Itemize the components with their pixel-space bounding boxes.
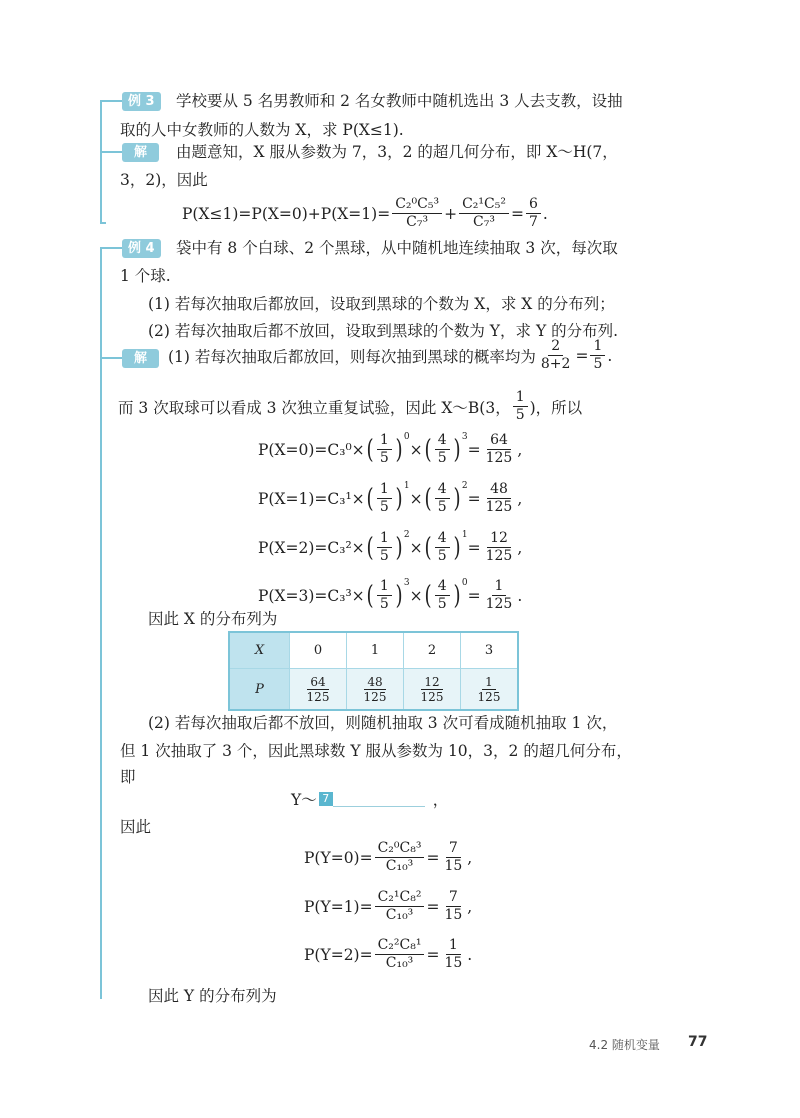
denominator: 15: [444, 955, 463, 971]
fraction: [483, 432, 516, 467]
example3-rail: [100, 100, 102, 224]
left-paren: (: [366, 434, 374, 465]
part2-line1: (2) 若每次抽取后都不放回，则随机抽取 3 次可看成随机抽取 1 次，: [148, 714, 618, 732]
table-head-x: X: [229, 632, 290, 669]
example3-line2: 取的人中女教师的人数为 X，求 P(X≤1).: [120, 121, 404, 139]
formula-lhs: P(X=3)=C₃³×: [258, 586, 365, 605]
right-paren: ): [453, 483, 461, 514]
fraction: [375, 889, 425, 924]
power-term: [423, 481, 468, 516]
formula-lhs: P(X=1)=C₃¹×: [258, 489, 365, 508]
numerator: C₂¹C₈²: [375, 889, 425, 907]
numerator: 12: [421, 675, 442, 690]
equals-sign: =: [510, 204, 524, 223]
px-formula: [258, 481, 522, 516]
part2-line2: 但 1 次抽取了 3 个，因此黑球数 Y 服从参数为 10，3，2 的超几何分布，: [120, 742, 632, 760]
fraction: [361, 675, 390, 704]
denominator: 7: [528, 214, 538, 230]
fraction: [377, 432, 392, 467]
example4-tag: 例 4: [122, 239, 161, 258]
left-paren: (: [424, 532, 432, 563]
numerator: C₂⁰C₅³: [392, 196, 442, 214]
fraction: [526, 196, 541, 231]
equals-sign: =: [467, 440, 481, 459]
dist-x-intro: 因此 X 的分布列为: [148, 610, 278, 628]
right-paren: ): [453, 580, 461, 611]
right-paren: ): [395, 532, 403, 563]
power-term: [423, 530, 468, 565]
table-cell: [404, 669, 461, 711]
fraction: [418, 675, 447, 704]
denominator: 125: [485, 548, 513, 564]
denominator: 125: [477, 689, 501, 704]
y-dist-end: ，: [432, 791, 449, 809]
table-cell: [290, 669, 347, 711]
equals-sign: =: [467, 586, 481, 605]
left-paren: (: [424, 580, 432, 611]
numerator: 1: [492, 578, 507, 596]
numerator: 6: [526, 196, 541, 214]
numerator: 2: [548, 338, 563, 356]
denominator: 5: [437, 499, 447, 515]
example3-solution-tag: 解: [122, 143, 159, 162]
fraction: [392, 196, 442, 231]
fraction: [441, 889, 465, 924]
exponent: 0: [403, 432, 410, 442]
punctuation: ,: [517, 489, 523, 508]
denominator: 5: [379, 548, 389, 564]
fraction: [459, 196, 509, 231]
punctuation: .: [517, 586, 523, 605]
denominator: 5: [437, 596, 447, 612]
numerator: C₂⁰C₈³: [375, 840, 425, 858]
fraction: [483, 481, 516, 516]
section-label: 4.2 随机变量: [589, 1038, 660, 1052]
page-number: 77: [688, 1034, 708, 1050]
table-row: [229, 669, 518, 711]
example3-sol-line2: 3，2)，因此: [120, 171, 208, 189]
numerator: 48: [364, 675, 385, 690]
table-cell: 3: [461, 632, 519, 669]
distribution-table-x: [228, 631, 519, 711]
power-term: [365, 530, 410, 565]
power-term: [423, 432, 468, 467]
denominator: C₁₀³: [385, 955, 414, 971]
example4-rail: [100, 247, 102, 999]
times-sign: ×: [409, 538, 423, 557]
exponent: 2: [403, 530, 410, 540]
numerator: 1: [377, 481, 392, 499]
table-row: [229, 632, 518, 669]
table-cell: [347, 669, 404, 711]
example4-line2: 1 个球.: [120, 267, 171, 285]
denominator: 5: [379, 499, 389, 515]
exponent: 3: [461, 432, 468, 442]
power-term: [365, 432, 410, 467]
formula-lhs: P(Y=2)=: [304, 945, 373, 964]
times-sign: ×: [409, 586, 423, 605]
denominator: C₇³: [473, 214, 495, 230]
left-paren: (: [366, 532, 374, 563]
numerator: 64: [307, 675, 328, 690]
table-head-p: P: [229, 669, 290, 711]
equals-sign: =: [467, 538, 481, 557]
sol2-tail: )，所以: [529, 398, 583, 417]
exponent: 0: [461, 578, 468, 588]
left-paren: (: [366, 483, 374, 514]
therefore-text: 因此: [120, 818, 152, 836]
equals-sign: =: [426, 945, 440, 964]
fraction: [513, 389, 528, 424]
formula-lhs: P(Y=1)=: [304, 897, 373, 916]
example4-sol-line2: [118, 389, 582, 424]
left-paren: (: [424, 434, 432, 465]
px-formula: [258, 578, 522, 613]
denominator: 15: [444, 858, 463, 874]
denominator: 5: [437, 548, 447, 564]
denominator: 5: [593, 356, 603, 372]
fill-in-blank[interactable]: [333, 792, 425, 807]
example4-sol-line1: [168, 338, 612, 373]
numerator: 1: [377, 578, 392, 596]
denominator: 125: [306, 689, 330, 704]
fraction: [304, 675, 333, 704]
denominator: 125: [420, 689, 444, 704]
punctuation: ,: [517, 538, 523, 557]
numerator: 64: [487, 432, 511, 450]
fraction: [377, 481, 392, 516]
blank-number-badge: 7: [319, 792, 333, 806]
sol1-text: (1) 若每次抽取后都放回，则每次抽到黑球的概率均为: [168, 347, 536, 366]
numerator: C₂¹C₅²: [459, 196, 509, 214]
punctuation: ,: [517, 440, 523, 459]
fraction: [483, 530, 516, 565]
fraction: [435, 432, 450, 467]
punctuation: .: [467, 945, 473, 964]
example3-line1: 学校要从 5 名男教师和 2 名女教师中随机选出 3 人去支教，设抽: [176, 92, 623, 110]
fraction: [377, 578, 392, 613]
fraction: [435, 578, 450, 613]
denominator: 5: [379, 450, 389, 466]
punctuation: ,: [467, 848, 473, 867]
exponent: 1: [403, 481, 410, 491]
numerator: 4: [435, 481, 450, 499]
right-paren: ): [395, 483, 403, 514]
denominator: 8+2: [540, 356, 571, 372]
numerator: 1: [513, 389, 528, 407]
part2-line3: 即: [120, 768, 136, 786]
formula-lhs: P(X≤1)=P(X=0)+P(X=1)=: [182, 204, 391, 223]
punctuation: ,: [467, 897, 473, 916]
table-cell: 2: [404, 632, 461, 669]
equals-sign: =: [575, 346, 589, 365]
py-formula: [304, 840, 472, 875]
fraction: [377, 530, 392, 565]
table-cell: [461, 669, 519, 711]
numerator: C₂²C₈¹: [375, 937, 425, 955]
exponent: 3: [403, 578, 410, 588]
times-sign: ×: [409, 489, 423, 508]
fraction: [475, 675, 504, 704]
denominator: 15: [444, 907, 463, 923]
fraction: [441, 840, 465, 875]
equals-sign: =: [426, 897, 440, 916]
numerator: 4: [435, 578, 450, 596]
numerator: 1: [590, 338, 605, 356]
numerator: 12: [487, 530, 511, 548]
numerator: 4: [435, 530, 450, 548]
example3-sol-line1: 由题意知，X 服从参数为 7，3，2 的超几何分布，即 X～H(7，: [176, 143, 618, 161]
formula-lhs: P(Y=0)=: [304, 848, 373, 867]
formula-lhs: P(X=2)=C₃²×: [258, 538, 365, 557]
table-cell: 1: [347, 632, 404, 669]
example3-formula: [182, 196, 548, 231]
right-paren: ): [453, 434, 461, 465]
equals-sign: =: [426, 848, 440, 867]
dist-y-intro: 因此 Y 的分布列为: [148, 987, 277, 1005]
denominator: C₁₀³: [385, 907, 414, 923]
denominator: 5: [437, 450, 447, 466]
power-term: [365, 481, 410, 516]
exponent: 1: [461, 530, 468, 540]
denominator: C₇³: [406, 214, 429, 230]
py-formula: [304, 937, 472, 972]
power-term: [365, 578, 410, 613]
table-cell: 0: [290, 632, 347, 669]
example3-rail-bottom: [100, 222, 106, 224]
numerator: 7: [446, 840, 461, 858]
plus-sign: +: [444, 204, 458, 223]
px-formula: [258, 530, 522, 565]
numerator: 1: [377, 530, 392, 548]
example3-tag: 例 3: [122, 92, 161, 111]
example4-solution-tag: 解: [122, 349, 159, 368]
fraction: [538, 338, 574, 373]
fraction: [441, 937, 465, 972]
numerator: 48: [487, 481, 511, 499]
fraction: [435, 481, 450, 516]
right-paren: ): [453, 532, 461, 563]
right-paren: ): [395, 434, 403, 465]
equals-sign: =: [467, 489, 481, 508]
fraction: [375, 840, 425, 875]
sol2-text: 而 3 次取球可以看成 3 次独立重复试验，因此 X～B(3，: [118, 398, 511, 417]
example4-question2: (2) 若每次抽取后都不放回，设取到黑球的个数为 Y，求 Y 的分布列.: [148, 322, 619, 340]
example4-question1: (1) 若每次抽取后都放回，设取到黑球的个数为 X，求 X 的分布列；: [148, 295, 615, 313]
exponent: 2: [461, 481, 468, 491]
numerator: 4: [435, 432, 450, 450]
numerator: 7: [446, 889, 461, 907]
fraction: [483, 578, 516, 613]
denominator: 125: [485, 499, 513, 515]
period: .: [607, 346, 613, 365]
y-dist-lhs: Y～: [291, 791, 317, 809]
formula-lhs: P(X=0)=C₃⁰×: [258, 440, 365, 459]
denominator: 125: [485, 596, 513, 612]
denominator: C₁₀³: [385, 858, 414, 874]
denominator: 5: [515, 407, 525, 423]
left-paren: (: [366, 580, 374, 611]
example4-line1: 袋中有 8 个白球、2 个黑球，从中随机地连续抽取 3 次，每次取: [176, 239, 618, 257]
fraction: [590, 338, 605, 373]
numerator: 1: [377, 432, 392, 450]
denominator: 5: [379, 596, 389, 612]
times-sign: ×: [409, 440, 423, 459]
py-formula: [304, 889, 472, 924]
numerator: 1: [446, 937, 461, 955]
denominator: 125: [363, 689, 387, 704]
fraction: [375, 937, 425, 972]
fraction: [435, 530, 450, 565]
right-paren: ): [395, 580, 403, 611]
numerator: 1: [482, 675, 496, 690]
period: .: [542, 204, 548, 223]
power-term: [423, 578, 468, 613]
denominator: 125: [485, 450, 513, 466]
y-distribution-blank: [291, 788, 448, 810]
px-formula: [258, 432, 522, 467]
left-paren: (: [424, 483, 432, 514]
